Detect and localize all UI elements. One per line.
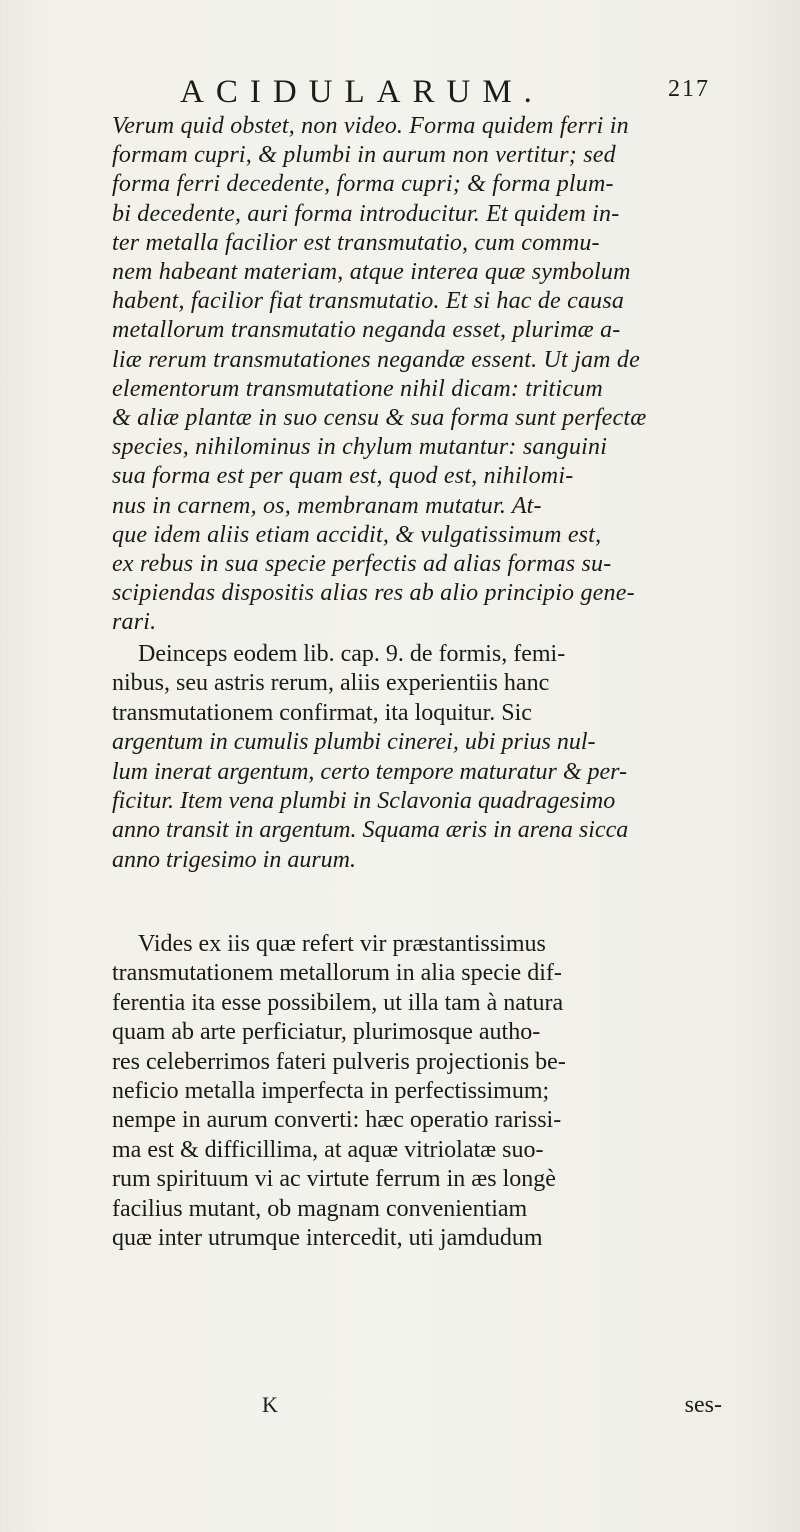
text-line: Verum quid obstet, non video. Forma quidem ferri in [112, 113, 629, 139]
text-line: quam ab arte perficiatur, plurimosque autho- [112, 1019, 541, 1046]
text-line: elementorum transmutatione nihil dicam: triticum [112, 375, 603, 402]
text-line: anno trigesimo in aurum. [112, 846, 357, 873]
page-number: 217 [668, 76, 710, 102]
text-line: quæ inter utrumque intercedit, uti jamdudum [112, 1225, 543, 1252]
catchword: ses- [684, 1392, 722, 1418]
text-line: ficitur. Item vena plumbi in Sclavonia quadragesimo [112, 788, 616, 815]
text-line: facilius mutant, ob magnam convenientiam [112, 1195, 528, 1222]
page-footer [112, 1392, 722, 1422]
signature-mark: K [262, 1392, 278, 1417]
text-line: nempe in aurum converti: hæc operatio rarissi- [112, 1107, 562, 1134]
text-line: ma est & difficillima, at aquæ vitriolatæ suo- [112, 1136, 544, 1163]
citation-paragraph [112, 640, 722, 875]
text-line: nibus, seu astris rerum, aliis experientiis hanc [112, 670, 550, 697]
page-header [170, 74, 710, 114]
text-line: transmutationem confirmat, ita loquitur. Sic [112, 699, 532, 726]
text-line: ferentia ita esse possibilem, ut illa tam à natura [112, 989, 564, 1016]
text-line: Deinceps eodem lib. cap. 9. de formis, femi- [138, 641, 566, 667]
text-line: lum inerat argentum, certo tempore maturatur & per- [112, 758, 628, 785]
text-line: transmutationem metallorum in alia specie dif- [112, 960, 562, 987]
text-line: ter metalla facilior est transmutatio, cum commu- [112, 229, 600, 256]
text-line: scipiendas dispositis alias res ab alio principio gene- [112, 580, 635, 607]
text-line: nus in carnem, os, membranam mutatur. At- [112, 492, 542, 519]
text-line: bi decedente, auri forma introducitur. Et quidem in- [112, 200, 620, 227]
text-line: metallorum transmutatio neganda esset, plurimæ a- [112, 317, 621, 344]
text-line: Vides ex iis quæ refert vir præstantissimus [138, 931, 546, 957]
text-line: que idem aliis etiam accidit, & vulgatissimum est, [112, 521, 602, 548]
text-line: formam cupri, & plumbi in aurum non vertitur; sed [112, 142, 616, 169]
text-line: liæ rerum transmutationes negandæ essent. Ut jam de [112, 346, 640, 373]
text-line: forma ferri decedente, forma cupri; & forma plum- [112, 171, 614, 198]
text-line: neficio metalla imperfecta in perfectissimum; [112, 1078, 550, 1105]
quoted-passage [112, 112, 722, 638]
text-line: species, nihilominus in chylum mutantur: sanguini [112, 434, 608, 461]
running-head: ACIDULARUM. [180, 74, 544, 110]
text-line: rum spirituum vi ac virtute ferrum in æs longè [112, 1166, 556, 1193]
commentary-paragraph [112, 930, 722, 1253]
text-line: ex rebus in sua specie perfectis ad alias formas su- [112, 551, 612, 578]
text-line: sua forma est per quam est, quod est, nihilomi- [112, 463, 574, 490]
text-line: & aliæ plantæ in suo censu & sua forma sunt perfectæ [112, 405, 647, 432]
text-line: nem habeant materiam, atque interea quæ symbolum [112, 259, 631, 286]
text-line: rari. [112, 609, 157, 636]
text-line: argentum in cumulis plumbi cinerei, ubi prius nul- [112, 729, 596, 756]
text-line: anno transit in argentum. Squama æris in arena sicca [112, 817, 629, 844]
text-line: res celeberrimos fateri pulveris projectionis be- [112, 1048, 566, 1075]
text-line: habent, facilior fiat transmutatio. Et si hac de causa [112, 288, 625, 315]
